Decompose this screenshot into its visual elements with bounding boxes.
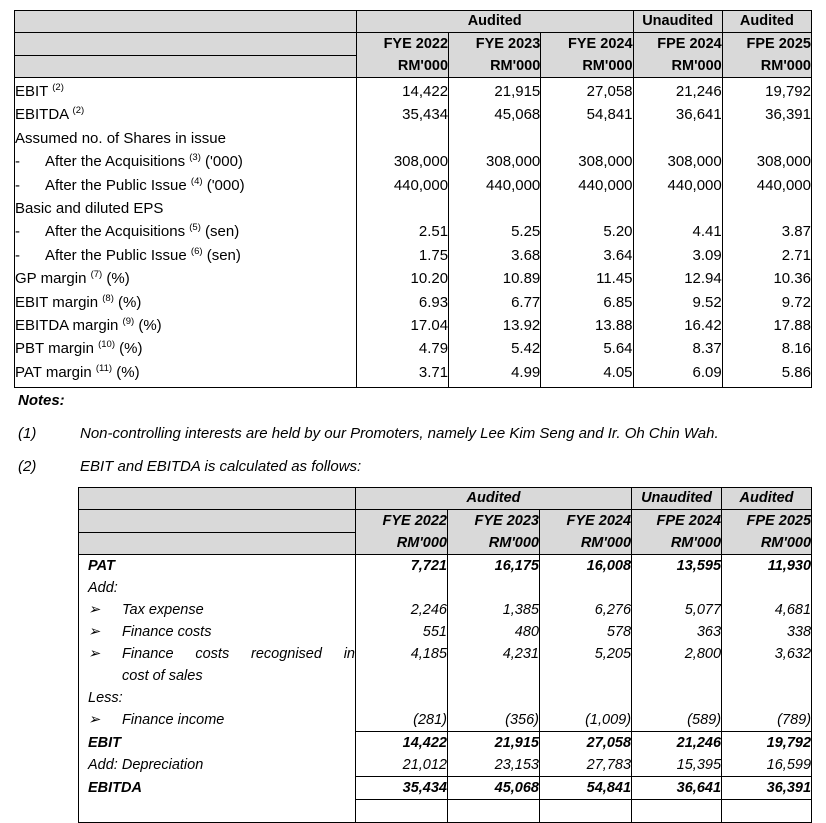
row-value — [632, 687, 722, 709]
row-value: 4,231 — [448, 643, 540, 687]
row-value: 45,068 — [448, 777, 540, 800]
table1-audit-group-row — [15, 11, 812, 33]
table1-body — [15, 78, 812, 388]
row-label — [79, 643, 356, 687]
row-value: 11,930 — [722, 555, 812, 578]
row-value: 21,915 — [448, 732, 540, 755]
table-row — [79, 643, 812, 687]
row-value: 19,792 — [722, 732, 812, 755]
row-value — [633, 127, 722, 150]
row-value — [541, 197, 633, 220]
row-label: Less: — [79, 687, 356, 709]
table-row — [15, 337, 812, 360]
row-value — [632, 577, 722, 599]
table-row — [15, 127, 812, 150]
row-value — [448, 577, 540, 599]
row-value — [448, 800, 540, 823]
row-value: 5.64 — [541, 337, 633, 360]
row-value: 440,000 — [449, 174, 541, 197]
financial-summary-table-container — [14, 10, 812, 388]
table-row — [79, 555, 812, 578]
row-label: Basic and diluted EPS — [15, 197, 357, 220]
row-value: 578 — [540, 621, 632, 643]
table-row — [15, 174, 812, 197]
table1-period-blank — [15, 33, 357, 56]
row-value: 19,792 — [722, 78, 811, 104]
row-label: Assumed no. of Shares in issue — [15, 127, 357, 150]
table1-unit-3: RM'000 — [541, 55, 633, 78]
table2-unit-5: RM'000 — [722, 532, 812, 555]
table2-period-fye2022: FYE 2022 — [356, 510, 448, 533]
note-text-1: Non-controlling interests are held by our Promoters, namely Lee Kim Seng and Ir. Oh Chin Wah. — [80, 425, 719, 442]
table-row — [15, 78, 812, 104]
row-value: 5.42 — [449, 337, 541, 360]
row-value: 6.09 — [633, 361, 722, 388]
row-value: 16,599 — [722, 754, 812, 777]
row-value: 308,000 — [722, 150, 811, 173]
row-value — [356, 127, 448, 150]
row-label: EBITDA — [79, 777, 356, 800]
note-item-1 — [18, 425, 808, 442]
arrow-bullet-icon: ➢ — [88, 712, 101, 728]
table-row — [15, 197, 812, 220]
row-value: (281) — [413, 712, 447, 728]
row-value: 551 — [422, 624, 447, 640]
table1-unit-1: RM'000 — [356, 55, 448, 78]
ebit-ebitda-reconciliation-table — [78, 487, 812, 823]
row-value: 3.71 — [418, 363, 449, 381]
table-row — [79, 577, 812, 599]
row-value: 21,246 — [633, 78, 722, 104]
footnote-marker: (2) — [72, 105, 85, 117]
row-value: 308,000 — [541, 150, 633, 173]
row-value — [632, 800, 722, 823]
table2-audit-group-audited-2: Audited — [722, 488, 812, 510]
table-row — [79, 800, 812, 823]
table-row — [15, 150, 812, 173]
table-row — [79, 709, 812, 732]
row-label: EBIT — [79, 732, 356, 755]
footnote-marker: (3) — [189, 152, 201, 164]
row-value: 1.75 — [418, 246, 449, 264]
table1-period-fye2024: FYE 2024 — [541, 33, 633, 56]
row-value: 4.99 — [449, 361, 541, 388]
table-row — [15, 361, 812, 388]
row-label: Add: — [79, 577, 356, 599]
row-value: 17.88 — [722, 314, 811, 337]
table-row — [15, 220, 812, 243]
table-row — [79, 732, 812, 755]
ebit-ebitda-reconciliation-table-container — [78, 487, 812, 823]
note-number-2: (2) — [18, 458, 37, 475]
footnote-marker: (6) — [190, 245, 203, 257]
row-value: 308,000 — [449, 150, 541, 173]
footnote-marker: (4) — [190, 175, 203, 187]
footnote-marker: (9) — [122, 316, 135, 328]
row-value: 27,058 — [541, 78, 633, 104]
table2-audit-group-row — [79, 488, 812, 510]
row-value: 3.68 — [449, 244, 541, 267]
row-value: 2,800 — [632, 643, 722, 687]
row-value: 3,632 — [722, 643, 812, 687]
note-number-1: (1) — [18, 425, 37, 442]
row-value: 15,395 — [632, 754, 722, 777]
row-value: 36,391 — [722, 103, 811, 126]
table-row — [79, 621, 812, 643]
row-value — [356, 687, 448, 709]
row-label: - After the Public Issue $^{(6)}$ (sen) — [15, 244, 357, 267]
row-value: 8.16 — [722, 337, 811, 360]
row-label: Add: Depreciation — [79, 754, 356, 777]
table1-header — [15, 11, 812, 78]
row-value: 308,000 — [393, 153, 449, 171]
row-value — [356, 577, 448, 599]
row-value: 4.41 — [633, 220, 722, 243]
notes-section — [18, 392, 808, 491]
row-value: 440,000 — [541, 174, 633, 197]
row-value: 9.52 — [633, 291, 722, 314]
table2-header — [79, 488, 812, 555]
row-value: 21,246 — [632, 732, 722, 755]
row-value: 16,008 — [540, 555, 632, 578]
row-label: ➢ Tax expense — [79, 599, 356, 621]
row-value: 11.45 — [541, 267, 633, 290]
row-label: GP margin $^{(7)}$ (%) — [15, 267, 357, 290]
row-value: (589) — [632, 709, 722, 732]
row-value: 36,641 — [632, 777, 722, 800]
row-value — [449, 127, 541, 150]
dash-bullet-icon: - — [15, 246, 20, 264]
row-value: 4,185 — [410, 646, 447, 662]
row-value: 5,077 — [632, 599, 722, 621]
row-value: 6.93 — [418, 293, 449, 311]
row-value: 440,000 — [633, 174, 722, 197]
table2-units-blank — [79, 532, 356, 555]
table-row — [79, 777, 812, 800]
row-value: 5.86 — [722, 361, 811, 388]
row-value — [540, 687, 632, 709]
row-label: ➢ Finance costs — [79, 621, 356, 643]
table1-units-blank — [15, 55, 357, 78]
row-value: 21,915 — [449, 78, 541, 104]
row-value: 363 — [632, 621, 722, 643]
table1-corner-cell — [15, 11, 357, 33]
row-label: PAT — [79, 555, 356, 578]
row-value: 36,391 — [722, 777, 812, 800]
table2-period-fpe2025: FPE 2025 — [722, 510, 812, 533]
row-label: EBIT $^{(2)}$ — [15, 78, 357, 104]
row-value: 23,153 — [448, 754, 540, 777]
footnote-marker: (7) — [90, 269, 103, 281]
row-value: 6.77 — [449, 291, 541, 314]
row-label-text: Finance costs recognised in cost of sales — [122, 643, 355, 687]
row-value: (1,009) — [540, 709, 632, 732]
row-value: 35,434 — [356, 777, 448, 800]
table2-period-fye2023: FYE 2023 — [448, 510, 540, 533]
note-item-2 — [18, 458, 808, 475]
table1-audit-group-audited: Audited — [356, 11, 633, 33]
row-value: 6.85 — [541, 291, 633, 314]
row-value: 17.04 — [410, 317, 449, 335]
row-value: 1,385 — [448, 599, 540, 621]
row-value — [722, 800, 812, 823]
row-value: (789) — [722, 709, 812, 732]
table1-units-row — [15, 55, 812, 78]
table-row — [79, 599, 812, 621]
dash-bullet-icon: - — [15, 176, 20, 194]
row-value: 9.72 — [722, 291, 811, 314]
row-value: 13,595 — [632, 555, 722, 578]
row-value: 14,422 — [356, 732, 448, 755]
row-value: (356) — [448, 709, 540, 732]
row-label: PBT margin $^{(10)}$ (%) — [15, 337, 357, 360]
table2-period-fye2024: FYE 2024 — [540, 510, 632, 533]
arrow-bullet-icon: ➢ — [88, 602, 101, 618]
row-label: - After the Acquisitions $^{(5)}$ (sen) — [15, 220, 357, 243]
row-label-text-line2: cost of sales — [122, 668, 203, 684]
note-text-2: EBIT and EBITDA is calculated as follows: — [80, 458, 362, 475]
row-value — [448, 687, 540, 709]
row-label — [79, 800, 356, 823]
row-value — [356, 800, 448, 823]
table2-period-blank — [79, 510, 356, 533]
table-row — [79, 687, 812, 709]
row-label: PAT margin $^{(11)}$ (%) — [15, 361, 357, 388]
row-value: 35,434 — [402, 106, 449, 124]
row-value — [540, 577, 632, 599]
row-value — [540, 800, 632, 823]
row-value — [449, 197, 541, 220]
table-row — [15, 244, 812, 267]
row-value: 4.79 — [418, 340, 449, 358]
row-value: 8.37 — [633, 337, 722, 360]
row-value: 3.87 — [722, 220, 811, 243]
row-value: 21,012 — [402, 757, 447, 773]
arrow-bullet-icon: ➢ — [88, 646, 101, 662]
row-value — [722, 197, 811, 220]
row-value: 3.64 — [541, 244, 633, 267]
row-value: 2.51 — [418, 223, 449, 241]
table1-unit-2: RM'000 — [449, 55, 541, 78]
row-value: 6,276 — [540, 599, 632, 621]
row-value: 3.09 — [633, 244, 722, 267]
table1-period-fye2022: FYE 2022 — [356, 33, 448, 56]
table-row — [15, 267, 812, 290]
footnote-marker: (2) — [52, 82, 64, 93]
row-label: EBITDA $^{(2)}$ — [15, 103, 357, 126]
row-label: EBIT margin $^{(8)}$ (%) — [15, 291, 357, 314]
table1-period-fye2023: FYE 2023 — [449, 33, 541, 56]
row-value: 308,000 — [633, 150, 722, 173]
row-value: 338 — [722, 621, 812, 643]
table1-unit-4: RM'000 — [633, 55, 722, 78]
row-label: EBITDA margin $^{(9)}$ (%) — [15, 314, 357, 337]
footnote-marker: (5) — [189, 222, 201, 234]
dash-bullet-icon: - — [15, 153, 20, 171]
table2-audit-group-unaudited: Unaudited — [632, 488, 722, 510]
row-value: 7,721 — [410, 558, 447, 574]
table2-audit-group-audited: Audited — [356, 488, 632, 510]
table1-period-row — [15, 33, 812, 56]
row-value: 54,841 — [540, 777, 632, 800]
table2-period-row — [79, 510, 812, 533]
row-value: 27,058 — [540, 732, 632, 755]
table1-unit-5: RM'000 — [722, 55, 811, 78]
footnote-marker: (8) — [102, 292, 114, 304]
footnote-marker: (11) — [95, 362, 113, 374]
row-value — [633, 197, 722, 220]
row-value: 5,205 — [540, 643, 632, 687]
row-value: 5.25 — [449, 220, 541, 243]
table1-period-fpe2024: FPE 2024 — [633, 33, 722, 56]
notes-heading: Notes: — [18, 392, 65, 409]
table-row — [79, 754, 812, 777]
table2-unit-4: RM'000 — [632, 532, 722, 555]
table1-period-fpe2025: FPE 2025 — [722, 33, 811, 56]
table-row — [15, 103, 812, 126]
row-value: 27,783 — [540, 754, 632, 777]
row-value: 54,841 — [541, 103, 633, 126]
row-value — [722, 577, 812, 599]
financial-summary-table — [14, 10, 812, 388]
table2-unit-1: RM'000 — [356, 532, 448, 555]
row-value: 16,175 — [448, 555, 540, 578]
row-value: 10.89 — [449, 267, 541, 290]
table-row — [15, 314, 812, 337]
row-value: 2.71 — [722, 244, 811, 267]
table2-unit-2: RM'000 — [448, 532, 540, 555]
row-value: 16.42 — [633, 314, 722, 337]
row-value: 440,000 — [393, 176, 449, 194]
row-value: 4,681 — [722, 599, 812, 621]
row-label: - After the Acquisitions $^{(3)}$ ('000) — [15, 150, 357, 173]
row-value: 14,422 — [402, 83, 449, 100]
row-value: 10.20 — [410, 270, 449, 288]
table2-body — [79, 555, 812, 823]
row-value: 45,068 — [449, 103, 541, 126]
row-value — [356, 197, 448, 220]
table1-audit-group-audited-2: Audited — [722, 11, 811, 33]
row-value: 10.36 — [722, 267, 811, 290]
row-value: 36,641 — [633, 103, 722, 126]
row-value: 440,000 — [722, 174, 811, 197]
row-value: 2,246 — [410, 602, 447, 618]
row-value: 5.20 — [541, 220, 633, 243]
arrow-bullet-icon: ➢ — [88, 624, 101, 640]
table1-audit-group-unaudited: Unaudited — [633, 11, 722, 33]
row-value — [541, 127, 633, 150]
row-value — [722, 687, 812, 709]
row-label: ➢ Finance income — [79, 709, 356, 732]
row-value — [722, 127, 811, 150]
row-value: 13.88 — [541, 314, 633, 337]
row-value: 4.05 — [541, 361, 633, 388]
row-value: 480 — [448, 621, 540, 643]
row-value: 12.94 — [633, 267, 722, 290]
table2-corner-cell — [79, 488, 356, 510]
table-row — [15, 291, 812, 314]
table2-unit-3: RM'000 — [540, 532, 632, 555]
row-label: - After the Public Issue $^{(4)}$ ('000) — [15, 174, 357, 197]
footnote-marker: (10) — [98, 339, 115, 351]
dash-bullet-icon: - — [15, 223, 20, 241]
row-value: 13.92 — [449, 314, 541, 337]
table2-units-row — [79, 532, 812, 555]
table2-period-fpe2024: FPE 2024 — [632, 510, 722, 533]
